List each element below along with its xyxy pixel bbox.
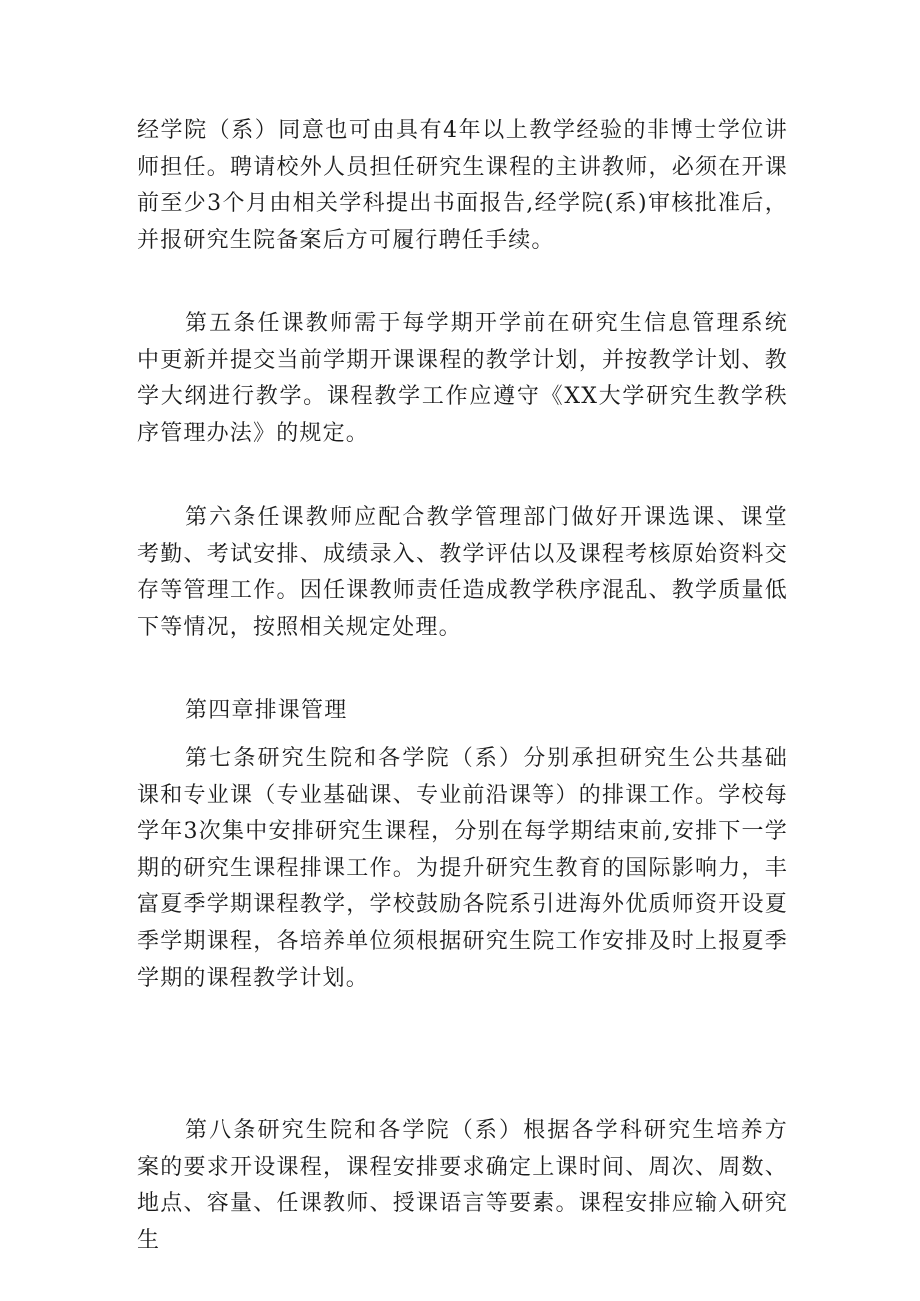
paragraph-article-6: 第六条任课教师应配合教学管理部门做好开课选课、课堂考勤、考试安排、成绩录入、教学评估以及课程考核原始资料交存等管理工作。因任课教师责任造成教学秩序混乱、教学质量低下等情况，按照相关规定处理。 bbox=[137, 505, 788, 640]
paragraph-continuation: 经学院（系）同意也可由具有4年以上教学经验的非博士学位讲师担任。聘请校外人员担任研究生课程的主讲教师，必须在开课前至少3个月由相关学科提出书面报告,经学院(系)审核批准后，并报研究生院备案后方可履行聘任手续。 bbox=[137, 118, 788, 253]
paragraph-article-8: 第八条研究生院和各学院（系）根据各学科研究生培养方案的要求开设课程，课程安排要求确定上课时间、周次、周数、地点、容量、任课教师、授课语言等要素。课程安排应输入研究生 bbox=[137, 1118, 788, 1253]
paragraph-article-5: 第五条任课教师需于每学期开学前在研究生信息管理系统中更新并提交当前学期开课课程的教学计划，并按教学计划、教学大纲进行教学。课程教学工作应遵守《XX大学研究生教学秩序管理办法》的规定。 bbox=[137, 311, 788, 446]
paragraph-article-7: 第七条研究生院和各学院（系）分别承担研究生公共基础课和专业课（专业基础课、专业前沿课等）的排课工作。学校每学年3次集中安排研究生课程，分别在每学期结束前,安排下一学期的研究生课程排课工作。为提升研究生教育的国际影响力，丰富夏季学期课程教学，学校鼓励各院系引进海外优质师资开设夏季学期课程，各培养单位须根据研究生院工作安排及时上报夏季学期的课程教学计划。 bbox=[137, 746, 788, 991]
chapter-heading: 第四章排课管理 bbox=[185, 698, 348, 723]
